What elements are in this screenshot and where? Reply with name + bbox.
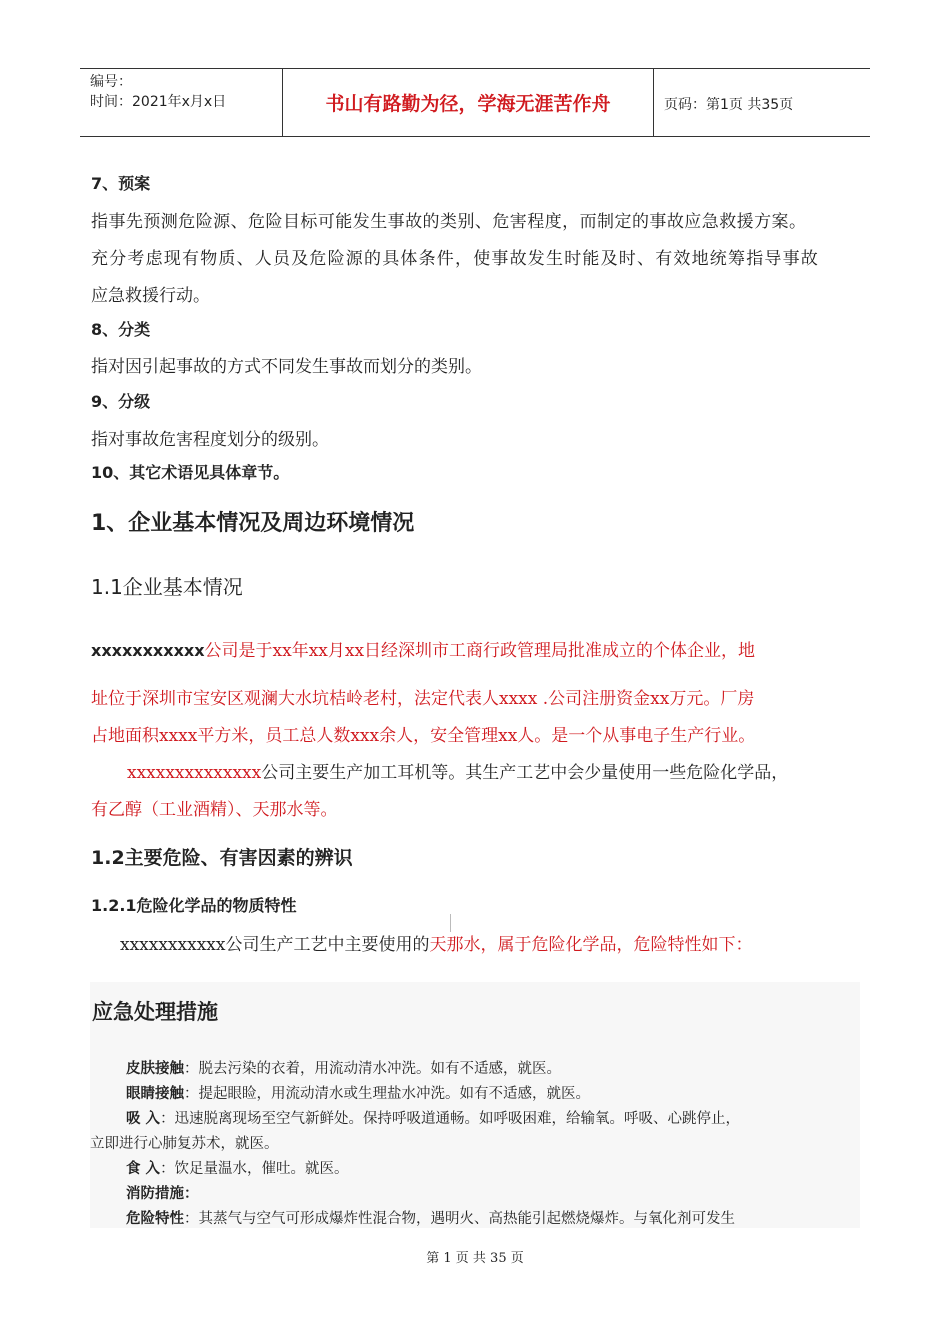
skin-text: ：脱去污染的衣着，用流动清水冲洗。如有不适感，就医。 [184, 1061, 561, 1077]
subsection-1-2-1-title: 1.2.1危险化学品的物质特性 [91, 896, 297, 915]
eye-contact [126, 1082, 590, 1103]
emergency-box [90, 982, 860, 1228]
inhalation [126, 1107, 740, 1128]
para-1-line-3: 占地面积xxxx平方米，员工总人数xxx余人，安全管理xx人。是一个从事电子生产行业。 [91, 726, 756, 746]
ingestion [126, 1157, 349, 1178]
page-info: 页码：第1页 共35页 [664, 97, 794, 113]
page-footer: 第 1 页 共 35 页 [426, 1251, 524, 1266]
para-2-company: xxxxxxxxxxxxxx [127, 763, 262, 783]
section-7-line-3: 应急救援行动。 [91, 286, 210, 306]
para-1-line-2: 址位于深圳市宝安区观澜大水坑桔岭老村，法定代表人xxxx .公司注册资金xx万元。厂房 [91, 689, 755, 709]
header-motto: 书山有路勤为径，学海无涯苦作舟 [283, 69, 654, 136]
date-line: 时间：2021年x月x日 [90, 94, 227, 110]
eye-label: 眼睛接触 [126, 1086, 184, 1102]
para-3 [120, 930, 752, 955]
para-2-line-2: 有乙醇（工业酒精）、天那水等。 [91, 800, 338, 820]
para-2-line-1-text: 公司主要生产加工耳机等。其生产工艺中会少量使用一些危险化学品， [261, 763, 789, 783]
code-label: 编号： [90, 74, 132, 90]
section-7-line-2: 充分考虑现有物质、人员及危险源的具体条件，使事故发生时能及时、有效地统筹指导事故 [91, 249, 819, 269]
ingest-text: ：饮足量温水，催吐。就医。 [160, 1161, 349, 1177]
ingest-label: 食 入 [126, 1161, 161, 1177]
para-3-highlight: 天那水，属于危险化学品，危险特性如下： [429, 935, 753, 955]
section-9-line-1: 指对事故危害程度划分的级别。 [91, 430, 329, 450]
skin-label: 皮肤接触 [126, 1061, 184, 1077]
section-9-title: 9、分级 [91, 392, 151, 411]
emergency-title: 应急处理措施 [92, 1000, 218, 1024]
chapter-title: 1、企业基本情况及周边环境情况 [91, 511, 415, 536]
para-1-line-1-text: 公司是于xx年xx月xx日经深圳市工商行政管理局批准成立的个体企业，地 [204, 641, 756, 661]
skin-contact [126, 1057, 561, 1078]
fire-measures-label: 消防措施： [126, 1186, 199, 1202]
company-name-placeholder: xxxxxxxxxxx [91, 641, 205, 660]
section-8-title: 8、分类 [91, 320, 151, 339]
section-7-title: 7、预案 [91, 174, 151, 193]
subsection-1-2-title: 1.2主要危险、有害因素的辨识 [91, 847, 353, 869]
para-3-text: xxxxxxxxxxx公司生产工艺中主要使用的 [120, 935, 430, 955]
header-meta [80, 69, 283, 136]
hazard-text: ：其蒸气与空气可形成爆炸性混合物，遇明火、高热能引起燃烧爆炸。与氧化剂可发生 [184, 1211, 735, 1227]
eye-text: ：提起眼睑，用流动清水或生理盐水冲洗。如有不适感，就医。 [184, 1086, 590, 1102]
inhalation-continued: 立即进行心肺复苏术，就医。 [90, 1136, 279, 1152]
subsection-1-1-title: 1.1企业基本情况 [91, 575, 243, 599]
para-2-line-1 [127, 758, 788, 783]
hazard-label: 危险特性 [126, 1211, 184, 1227]
section-10-title: 10、其它术语见具体章节。 [91, 463, 290, 482]
inhale-text: ：迅速脱离现场至空气新鲜处。保持呼吸道通畅。如呼吸困难，给输氧。呼吸、心跳停止， [160, 1111, 741, 1127]
section-7-line-1: 指事先预测危险源、危险目标可能发生事故的类别、危害程度，而制定的事故应急救援方案。 [91, 212, 807, 232]
hazard-characteristics [126, 1207, 735, 1228]
inhale-label: 吸 入 [126, 1111, 161, 1127]
section-8-line-1: 指对因引起事故的方式不同发生事故而划分的类别。 [91, 357, 482, 377]
page-header [80, 68, 870, 137]
para-1-line-1 [91, 636, 755, 661]
